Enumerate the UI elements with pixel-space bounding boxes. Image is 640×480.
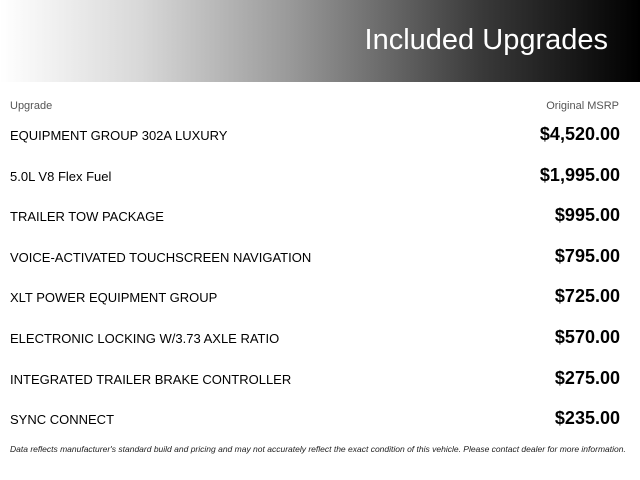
upgrade-name: ELECTRONIC LOCKING W/3.73 AXLE RATIO [10, 330, 280, 346]
upgrade-name: EQUIPMENT GROUP 302A LUXURY [10, 128, 228, 143]
upgrade-price: $4,520.00 [539, 124, 620, 144]
upgrade-row [0, 196, 640, 237]
upgrade-row [0, 359, 640, 400]
upgrade-row [0, 277, 640, 318]
upgrade-name: VOICE-ACTIVATED TOUCHSCREEN NAVIGATION [10, 249, 312, 265]
upgrades-list [0, 115, 640, 440]
upgrade-price: $275.00 [554, 367, 620, 388]
upgrade-price: $995.00 [554, 205, 620, 226]
upgrade-name: INTEGRATED TRAILER BRAKE CONTROLLER [10, 371, 292, 387]
upgrade-price: $1,995.00 [539, 164, 620, 185]
disclaimer-text: Data reflects manufacturer's standard build and pricing and may not accurately reflect the exact condition of this vehicle. Please contact dealer for more information. [10, 444, 626, 454]
upgrade-price: $795.00 [554, 245, 620, 266]
page-title: Included Upgrades [364, 24, 608, 56]
upgrade-row [0, 156, 640, 197]
upgrade-row [0, 399, 640, 440]
header-banner [0, 0, 640, 82]
upgrade-price: $235.00 [554, 408, 620, 429]
upgrade-row [0, 237, 640, 278]
upgrade-price: $725.00 [554, 286, 620, 307]
upgrade-price: $570.00 [554, 326, 620, 347]
upgrade-name: 5.0L V8 Flex Fuel [10, 168, 112, 184]
column-header-msrp: Original MSRP [546, 100, 619, 112]
upgrade-name: SYNC CONNECT [10, 412, 115, 428]
upgrade-row [0, 318, 640, 359]
column-header-upgrade: Upgrade [10, 100, 53, 112]
upgrade-name: XLT POWER EQUIPMENT GROUP [10, 290, 218, 306]
upgrade-name: TRAILER TOW PACKAGE [10, 209, 164, 225]
upgrade-row [0, 115, 640, 156]
